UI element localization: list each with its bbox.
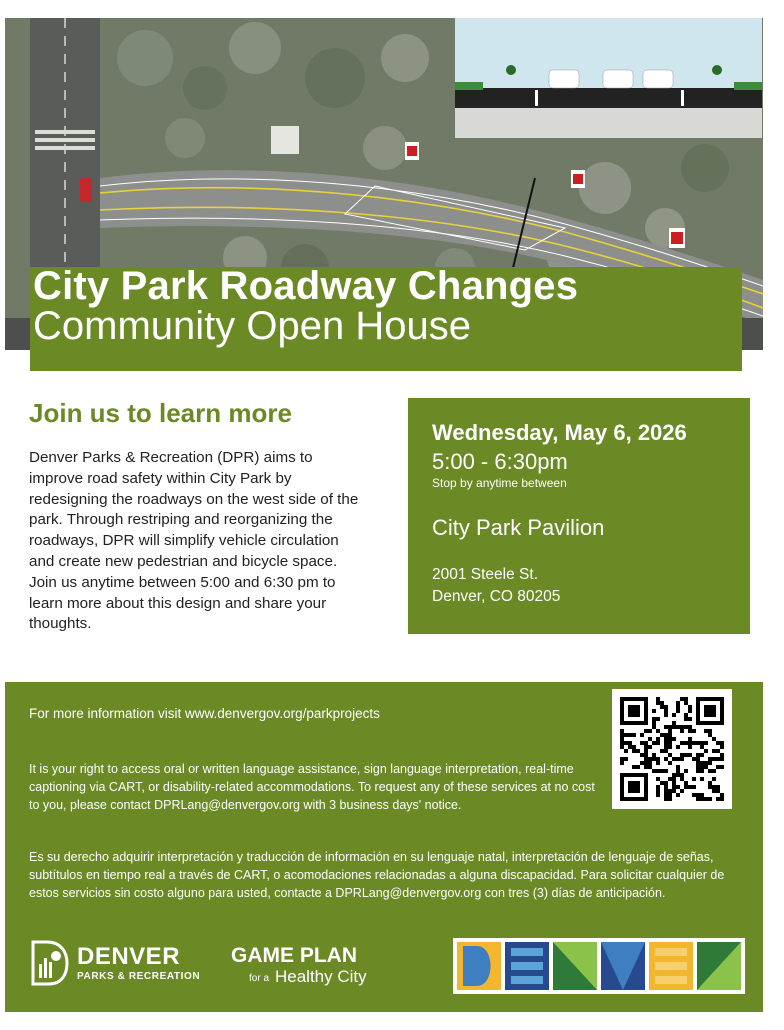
language-rights-english: It is your right to access oral or written language assistance, sign language interpretation, real-time captioning via CART, or disability-related accommodations. To request any of these services at no cost to you, please contact DPRLang@denvergov.org with 3 business days' notice.: [29, 762, 595, 812]
footer: [5, 682, 763, 1012]
denver-logo-sub: PARKS & RECREATION: [77, 971, 201, 982]
qr-code[interactable]: [612, 689, 732, 809]
intro-heading: Join us to learn more: [29, 398, 292, 428]
more-info-text: For more information visit www.denvergov.org/parkprojects: [29, 706, 380, 721]
intro-body: Denver Parks & Recreation (DPR) aims to improve road safety within City Park by redesigning the roadways on the west side of the park. Through restriping and reorganizing the roadways, DPR will simplify vehicle circulation and create new pedestrian and bicycle space. Join us anytime between 5:00 and 6:30 pm to learn more about this design and share your thoughts.: [29, 449, 359, 633]
denver-parks-mark-icon: [29, 940, 69, 986]
page-title: City Park Roadway Changes: [33, 264, 579, 308]
event-address-line2: Denver, CO 80205: [432, 588, 561, 605]
event-time: 5:00 - 6:30pm: [432, 449, 568, 474]
game-plan-fora: for a: [249, 973, 270, 984]
language-rights-spanish: Es su derecho adquirir interpretación y traducción de información en su lenguaje natal, interpretación de lenguaje de señas, subtítulos en tiempo real a través de CART, o acomodaciones relacionadas a alguna discapacidad. Para solicitar cualquier de estos servicios sin costo alguno para usted, contacte a DPRLang@denvergov.org con tres (3) días de anticipación.: [29, 850, 725, 900]
denver-parks-logo: [29, 940, 219, 990]
event-venue: City Park Pavilion: [432, 515, 605, 540]
street-cross-section-diagram: [455, 18, 762, 138]
page-subtitle: Community Open House: [33, 304, 471, 348]
game-plan-sub: Healthy City: [275, 967, 367, 986]
game-plan-title: GAME PLAN: [231, 944, 357, 967]
denver-logo-name: DENVER: [77, 943, 181, 970]
event-date: Wednesday, May 6, 2026: [432, 420, 687, 445]
event-details-box: [408, 398, 750, 634]
event-address-line1: 2001 Steele St.: [432, 566, 538, 583]
event-note: Stop by anytime between: [432, 476, 567, 490]
denver-wordmark-graphic: [455, 940, 743, 992]
game-plan-logo: [231, 944, 391, 994]
denver-wordmark-tiles: [453, 938, 745, 994]
